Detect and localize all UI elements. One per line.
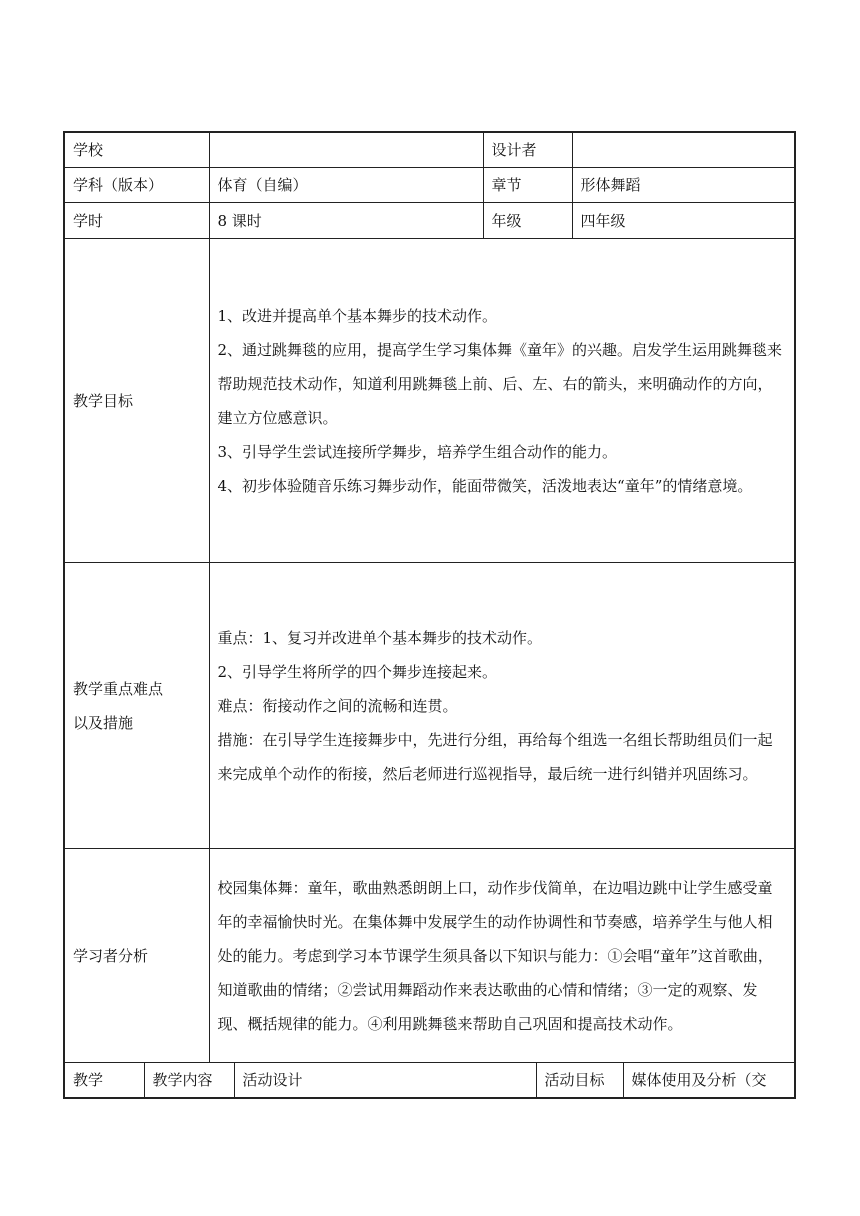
key-points-label <box>64 563 209 849</box>
school-value <box>209 132 483 168</box>
learner-analysis-content <box>209 849 795 1063</box>
key-point-item: 重点：1、复习并改进单个基本舞步的技术动作。 <box>217 628 543 647</box>
objective-item: 4、初步体验随音乐练习舞步动作，能面带微笑，活泼地表达“童年”的情绪意境。 <box>217 476 753 495</box>
objective-item: 3、引导学生尝试连接所学舞步，培养学生组合动作的能力。 <box>217 442 618 461</box>
designer-label: 设计者 <box>483 132 572 168</box>
key-point-item: 措施：在引导学生连接舞步中，先进行分组，再给每个组选一名组长帮助组员们一起来完成单个动作的衔接，然后老师进行巡视指导，最后统一进行纠错并巩固练习。 <box>217 730 773 783</box>
key-point-item: 难点：衔接动作之间的流畅和连贯。 <box>217 696 458 715</box>
school-label: 学校 <box>64 132 209 168</box>
key-points-label-line2: 以及措施 <box>73 713 134 732</box>
chapter-label: 章节 <box>483 168 572 203</box>
designer-value <box>572 132 795 168</box>
objective-item: 2、通过跳舞毯的应用，提高学生学习集体舞《童年》的兴趣。启发学生运用跳舞毯来帮助规范技术动作，知道利用跳舞毯上前、后、左、右的箭头，来明确动作的方向，建立方位感意识。 <box>217 340 783 427</box>
key-points-content <box>209 563 795 849</box>
learner-analysis-text: 校园集体舞：童年，歌曲熟悉朗朗上口，动作步伐简单，在边唱边跳中让学生感受童年的幸福愉快时光。在集体舞中发展学生的动作协调性和节奏感，培养学生与他人相处的能力。考虑到学习本节课学生须具备以下知识与能力：①会唱“童年”这首歌曲，知道歌曲的情绪；②尝试用舞蹈动作来表达歌曲的心情和情绪；③一定的观察、发现、概括规律的能力。④利用跳舞毯来帮助自己巩固和提高技术动作。 <box>217 878 773 1033</box>
grade-label: 年级 <box>483 203 572 239</box>
objective-item: 1、改进并提高单个基本舞步的技术动作。 <box>217 306 498 325</box>
teaching-process-header-table <box>63 1063 796 1099</box>
chapter-value: 形体舞蹈 <box>572 168 795 203</box>
grade-value: 四年级 <box>572 203 795 239</box>
process-col-content: 教学内容 <box>144 1063 234 1098</box>
subject-value: 体育（自编） <box>209 168 483 203</box>
subject-label: 学科（版本） <box>64 168 209 203</box>
process-col-activity-design: 活动设计 <box>234 1063 536 1098</box>
hours-label: 学时 <box>64 203 209 239</box>
lesson-plan-document <box>63 131 794 1099</box>
key-point-item: 2、引导学生将所学的四个舞步连接起来。 <box>217 662 498 681</box>
objectives-content <box>209 239 795 563</box>
process-col-teaching: 教学 <box>64 1063 144 1098</box>
process-col-activity-goal: 活动目标 <box>536 1063 623 1098</box>
hours-value: 8 课时 <box>209 203 483 239</box>
lesson-plan-table <box>63 131 796 1063</box>
objectives-label: 教学目标 <box>64 239 209 563</box>
learner-analysis-label: 学习者分析 <box>64 849 209 1063</box>
key-points-label-line1: 教学重点难点 <box>73 679 164 698</box>
process-col-media: 媒体使用及分析（交 <box>623 1063 795 1098</box>
